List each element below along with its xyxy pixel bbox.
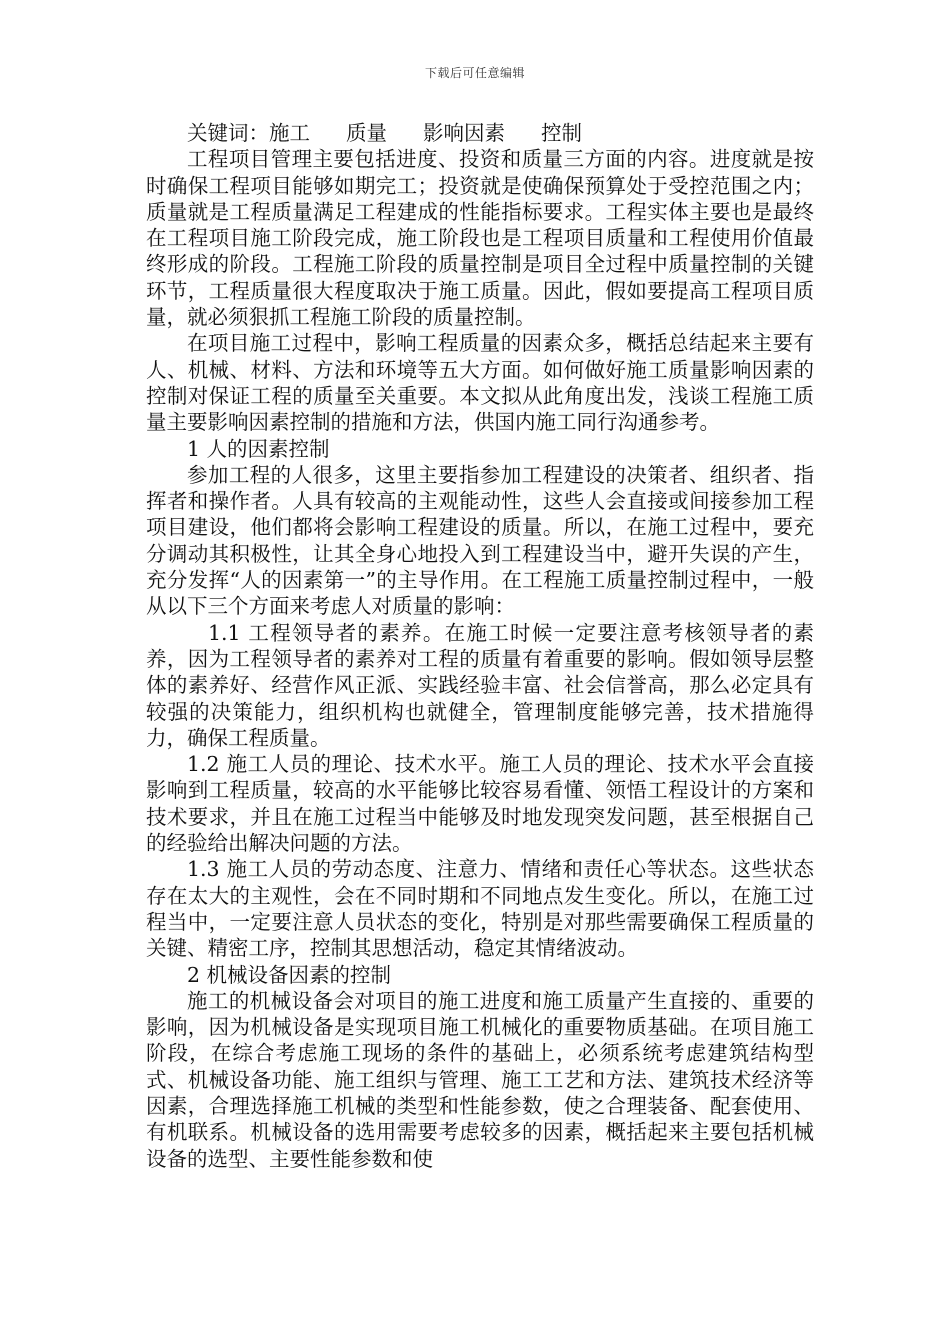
keywords-line — [146, 120, 814, 146]
keyword-item: 质量 — [346, 121, 387, 145]
section-heading-machinery: 2 机械设备因素的控制 — [187, 962, 392, 987]
page-header-note: 下载后可任意编辑 — [424, 66, 525, 80]
section-heading-human-factors: 1 人的因素控制 — [187, 436, 330, 461]
paragraph-machinery: 施工的机械设备会对项目的施工进度和施工质量产生直接的、重要的影响，因为机械设备是实现项目施工机械化的重要物质基础。在项目施工阶段，在综合考虑施工现场的条件的基础上，必须系统考虑建筑结构型式、机械设备功能、施工组织与管理、施工工艺和方法、建筑技术经济等因素，合理选择施工机械的类型和性能参数，使之合理装备、配套使用、有机联系。机械设备的选用需要考虑较多的因素，概括起来主要包括机械设备的选型、主要性能参数和使 — [146, 988, 814, 1171]
paragraph-intro: 工程项目管理主要包括进度、投资和质量三方面的内容。进度就是按时确保工程项目能够如期完工；投资就是使确保预算处于受控范围之内；质量就是工程质量满足工程建成的性能指标要求。工程实体主要也是最终在工程项目施工阶段完成，施工阶段也是工程项目质量和工程使用价值最终形成的阶段。工程施工阶段的质量控制是项目全过程中质量控制的关键环节，工程质量很大程度取决于施工质量。因此，假如要提高工程项目质量，就必须狠抓工程施工阶段的质量控制。 — [146, 147, 814, 330]
paragraph-factors: 在项目施工过程中，影响工程质量的因素众多，概括总结起来主要有人、机械、材料、方法和环境等五大方面。如何做好施工质量影响因素的控制对保证工程的质量至关重要。本文拟从此角度出发，浅谈工程施工质量主要影响因素控制的措施和方法，供国内施工同行沟通参考。 — [146, 331, 814, 435]
paragraph-human-factors: 参加工程的人很多，这里主要指参加工程建设的决策者、组织者、指挥者和操作者。人具有较高的主观能动性，这些人会直接或间接参加工程项目建设，他们都将会影响工程建设的质量。所以，在施工过程中，要充分调动其积极性，让其全身心地投入到工程建设当中，避开失误的产生，充分发挥“人的因素第一”的主导作用。在工程施工质量控制过程中，一般从以下三个方面来考虑人对质量的影响： — [146, 462, 814, 619]
paragraph-worker-state: 1.3 施工人员的劳动态度、注意力、情绪和责任心等状态。这些状态存在太大的主观性，会在不同时期和不同地点发生变化。所以，在施工过程当中，一定要注意人员状态的变化，特别是对那些需要确保工程质量的关键、精密工序，控制其思想活动，稳定其情绪波动。 — [146, 857, 814, 961]
keywords-label: 关键词： — [187, 121, 269, 145]
document-body — [146, 120, 814, 1172]
keyword-item: 施工 — [269, 121, 310, 145]
keyword-item: 控制 — [541, 121, 582, 145]
keyword-item: 影响因素 — [423, 121, 505, 145]
paragraph-technical-level: 1.2 施工人员的理论、技术水平。施工人员的理论、技术水平会直接影响到工程质量，较高的水平能够比较容易看懂、领悟工程设计的方案和技术要求，并且在施工过程当中能够及时地发现突发问题，甚至根据自己的经验给出解决问题的方法。 — [146, 752, 814, 856]
paragraph-leader-quality: 1.1 工程领导者的素养。在施工时候一定要注意考核领导者的素养，因为工程领导者的素养对工程的质量有着重要的影响。假如领导层整体的素养好、经营作风正派、实践经验丰富、社会信誉高，那么必定具有较强的决策能力，组织机构也就健全，管理制度能够完善，技术措施得力，确保工程质量。 — [146, 620, 814, 750]
